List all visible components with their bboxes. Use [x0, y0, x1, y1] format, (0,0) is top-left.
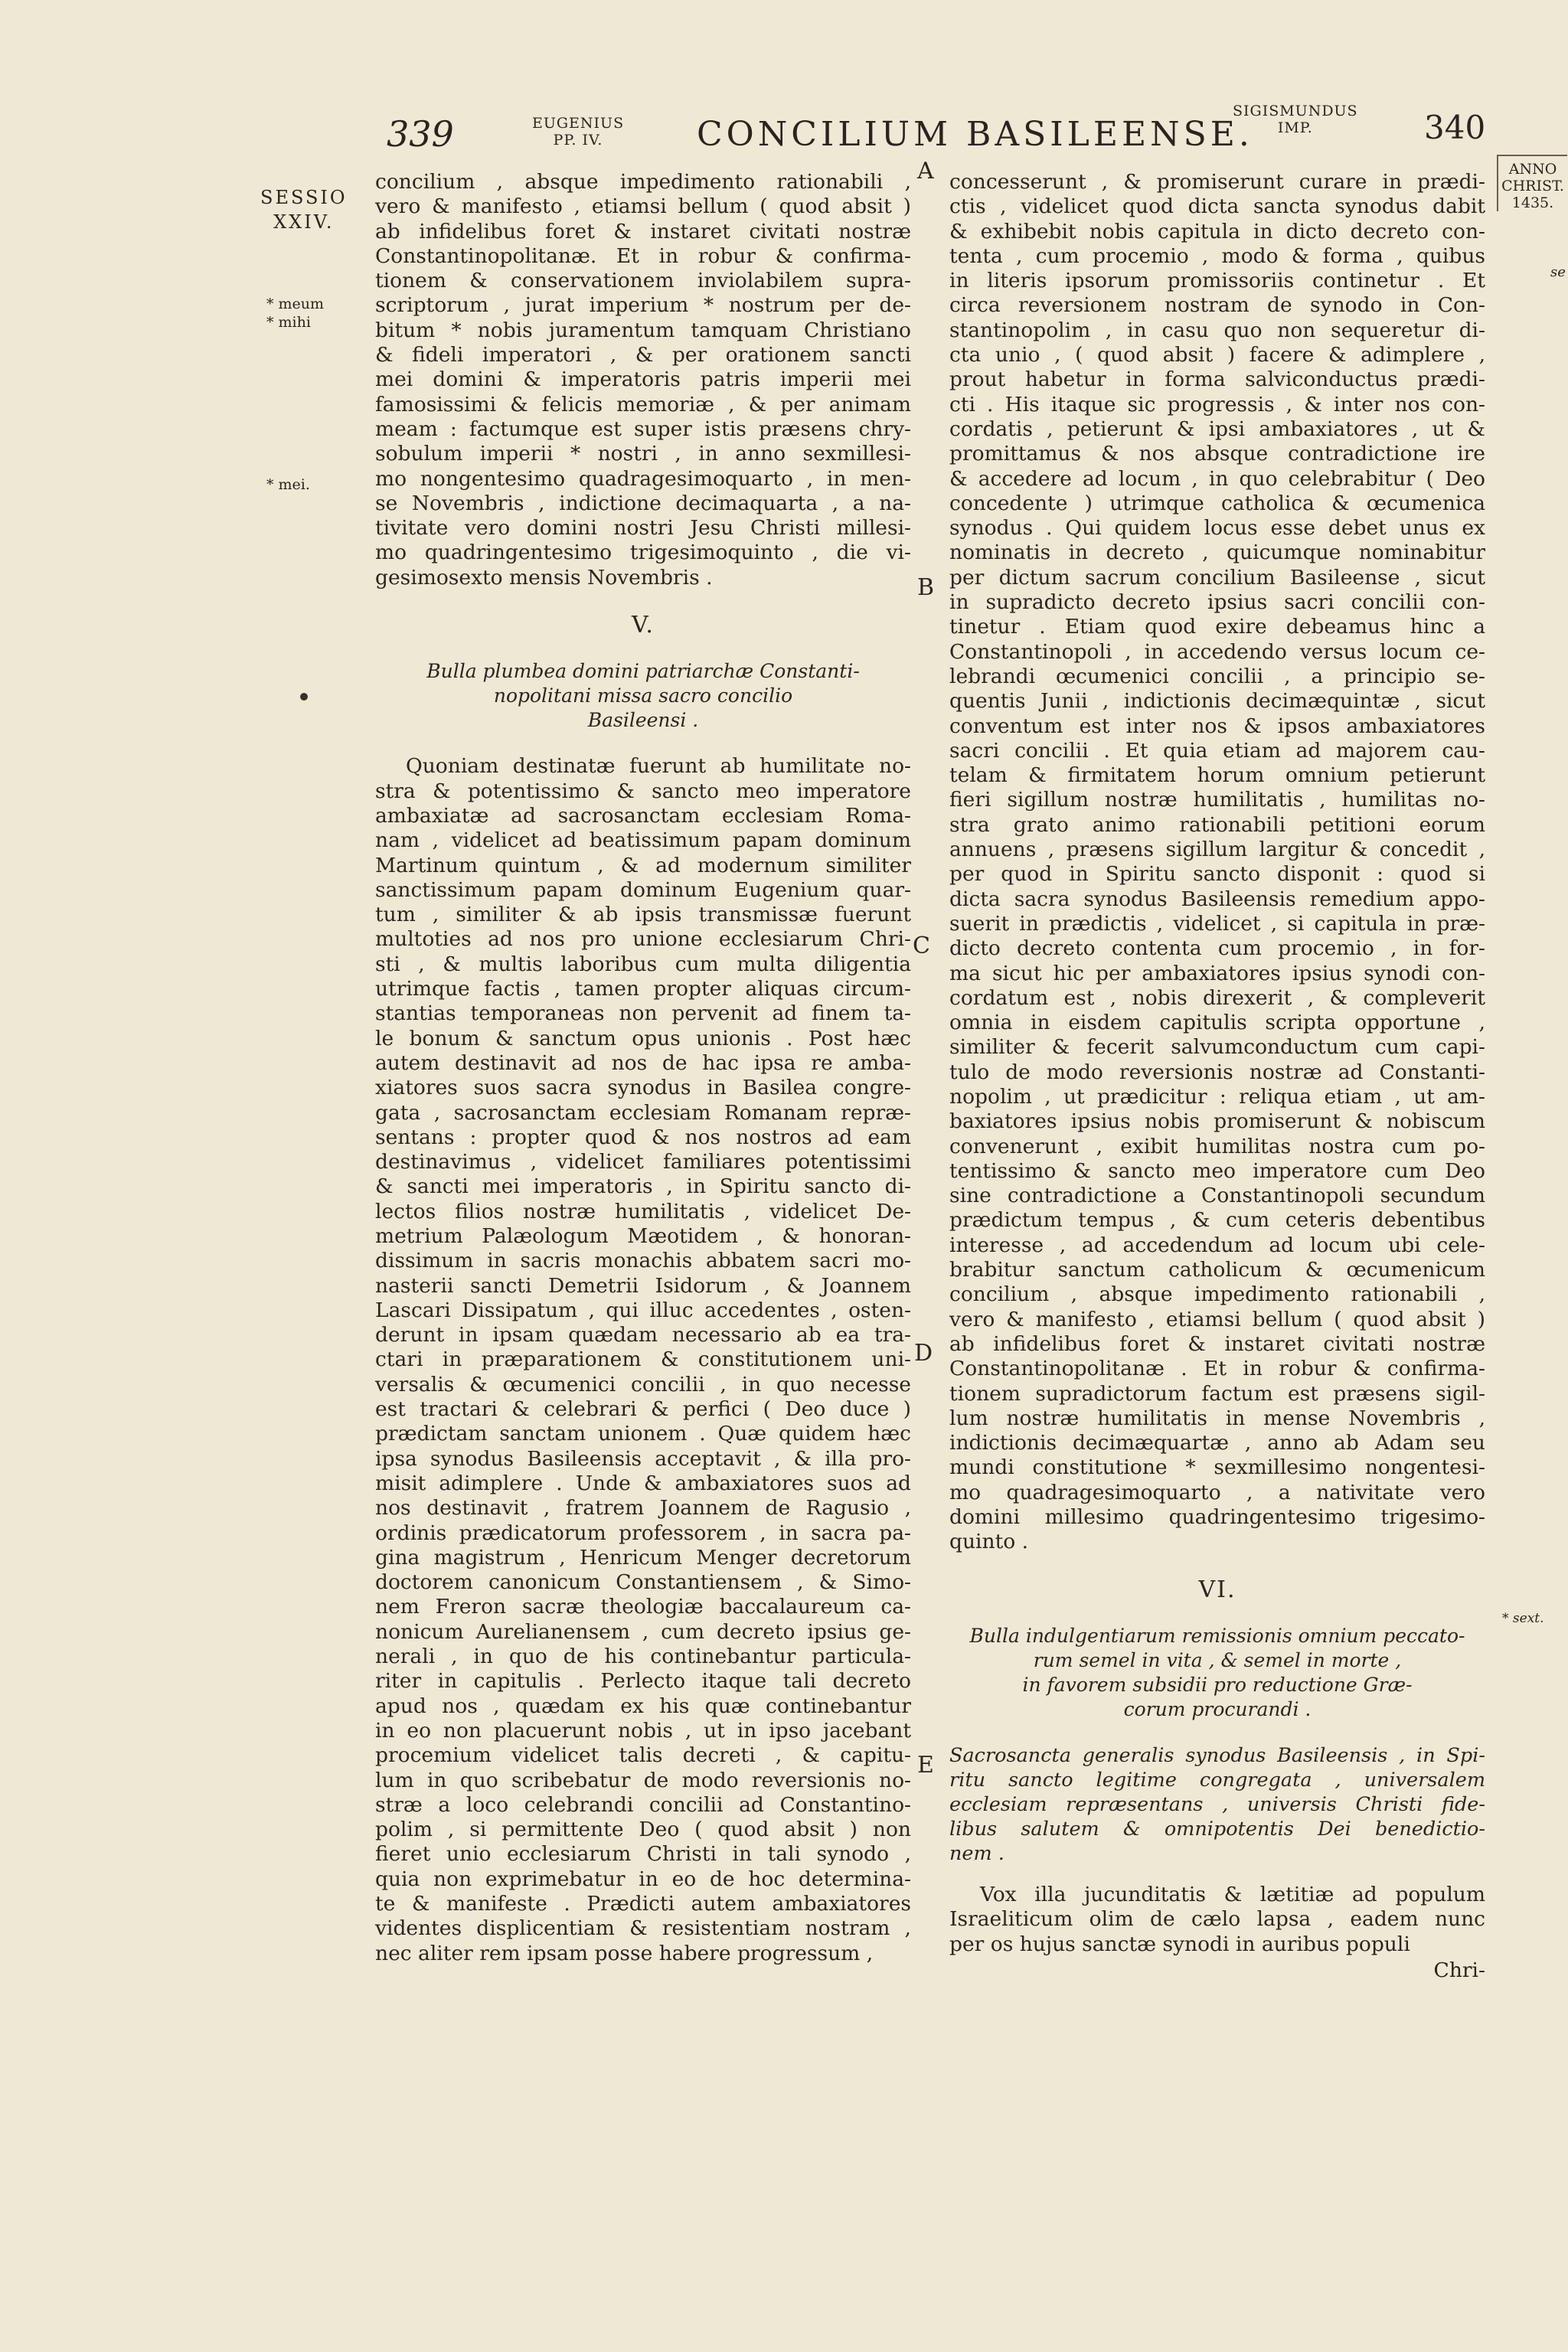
text-line: mo quadringentesimo trigesimoquinto , die vi-	[375, 541, 911, 565]
text-line: concilium , absque impedimento rationabili ,	[375, 170, 911, 194]
section-heading-vi: VI.	[1198, 1576, 1236, 1603]
year-marker-year: 1435.	[1511, 194, 1554, 211]
margin-note-sext: * sext.	[1502, 1611, 1544, 1626]
text-line: concedente ) utrimque catholica & œcumenica	[949, 491, 1485, 515]
text-line: se Novembris , indictione decimaquarta , a na-	[375, 491, 911, 515]
year-marker-anno: ANNO	[1508, 161, 1557, 178]
text-line: mo quadragesimoquarto , a nativitate vero	[949, 1480, 1485, 1504]
header-pope-name: EUGENIUS	[532, 115, 625, 132]
text-line: mo nongentesimo quadragesimoquarto , in men-	[375, 466, 911, 491]
text-line: tivitate vero domini nostri Jesu Christi millesi-	[375, 516, 911, 541]
text-line: derunt in ipsam quædam necessario ab ea tra-	[375, 1323, 911, 1348]
text-line: brabitur sanctum catholicum & œcumenicum	[949, 1258, 1485, 1282]
left-text-block-2	[375, 754, 911, 1966]
text-line: telam & firmitatem horum omnium petierunt	[949, 763, 1485, 788]
text-line: quia non exprimebatur in eo de hoc determina-	[375, 1867, 911, 1891]
margin-note-mihi: * mihi	[266, 314, 311, 331]
text-line: autem destinavit ad nos de hac ipsa re amba-	[375, 1050, 911, 1075]
text-line: procemium videlicet talis decreti , & capitu-	[375, 1743, 911, 1768]
text-line: indictionis decimæquartæ , anno ab Adam seu	[949, 1431, 1485, 1455]
intro-vi	[949, 1743, 1485, 1866]
text-line: annuens , præsens sigillum largitur & concedit ,	[949, 838, 1485, 862]
left-column	[375, 170, 911, 1966]
text-line: videntes displicentiam & resistentiam nostram ,	[375, 1916, 911, 1941]
text-line: gata , sacrosanctam ecclesiam Romanam repræ-	[375, 1100, 911, 1125]
text-line: sine contradictione a Constantinopoli secundum	[949, 1184, 1485, 1208]
text-line: in supradicto decreto ipsius sacri concilii con-	[949, 590, 1485, 615]
text-line: & sancti mei imperatoris , in Spiritu sancto di-	[375, 1174, 911, 1199]
text-line: lum nostræ humilitatis in mense Novembris ,	[949, 1406, 1485, 1430]
text-line: libus salutem & omnipotentis Dei benedictio-	[949, 1817, 1485, 1841]
text-line: tulo de modo reversionis nostræ ad Constanti-	[949, 1060, 1485, 1084]
year-marker-christ: CHRIST.	[1501, 178, 1564, 194]
text-line: Constantinopoli , in accedendo versus locum ce-	[949, 639, 1485, 664]
text-line: bitum * nobis juramentum tamquam Christiano	[375, 318, 911, 342]
text-line: ritu sancto legitime congregata , universalem	[949, 1768, 1485, 1792]
text-line: fieret unio ecclesiarum Christi in tali synodo ,	[375, 1842, 911, 1867]
text-line: tenta , cum procemio , modo & forma , quibus	[949, 243, 1485, 268]
text-line: meam : factumque est super istis præsens chry-	[375, 416, 911, 441]
text-line: concesserunt , & promiserunt curare in prædi-	[949, 170, 1485, 194]
text-line: ctis , videlicet quod dicta sancta synodus dabit	[949, 194, 1485, 219]
rubric-vi	[949, 1624, 1485, 1722]
text-line: gina magistrum , Henricum Menger decretorum	[375, 1545, 911, 1570]
text-line: ab infidelibus foret & instaret civitati nostræ	[949, 1331, 1485, 1356]
text-line: Martinum quintum , & ad modernum similiter	[375, 853, 911, 877]
text-line: scriptorum , jurat imperium * nostrum per de-	[375, 293, 911, 318]
text-line: nonicum Aurelianensem , cum decreto ipsius ge-	[375, 1619, 911, 1644]
text-line: rum semel in vita , & semel in morte ,	[1033, 1648, 1402, 1671]
text-line: ipsa synodus Basileensis acceptavit , & illa pro-	[375, 1446, 911, 1471]
text-line: cordatum est , nobis direxerit , & compleverit	[949, 985, 1485, 1010]
text-line: Constantinopolitanæ. Et in robur & confirma-	[375, 243, 911, 268]
text-line: convenerunt , exibit humilitas nostra cum po-	[949, 1134, 1485, 1158]
text-line: ab infidelibus foret & instaret civitati nostræ	[375, 219, 911, 243]
text-line: & fideli imperatori , & per orationem sancti	[375, 343, 911, 368]
text-line: versalis & œcumenici concilii , in quo necesse	[375, 1372, 911, 1396]
text-line: baxiatores ipsius nobis promiserunt & nobiscum	[949, 1109, 1485, 1134]
text-line: ecclesiam repræsentans , universis Christi fide-	[949, 1792, 1485, 1816]
text-line: vero & manifesto , etiamsi bellum ( quod absit )	[949, 1307, 1485, 1331]
text-line: suerit in prædictis , videlicet , si capitula in præ-	[949, 911, 1485, 936]
section-letter-e: E	[917, 1752, 934, 1779]
text-line: tinetur . Etiam quod exire debeamus hinc a	[949, 615, 1485, 639]
text-line: lebrandi œcumenici concilii , a principio se-	[949, 664, 1485, 688]
text-line: multoties ad nos pro unione ecclesiarum Chri-	[375, 927, 911, 952]
right-column	[949, 170, 1485, 1983]
text-line: stra & potentissimo & sancto meo imperatore	[375, 779, 911, 803]
year-marker	[1497, 155, 1567, 211]
right-text-block-2	[949, 1883, 1485, 1957]
header-emperor-name: SIGISMUNDUS	[1233, 103, 1358, 119]
text-line: xiatores suos sacra synodus in Basilea congre-	[375, 1076, 911, 1100]
margin-note-meum: * meum	[266, 296, 325, 312]
text-line: mundi constitutione * sexmillesimo nongentesi-	[949, 1455, 1485, 1480]
header-emperor	[1233, 103, 1358, 136]
text-line: nopolitani missa sacro concilio	[493, 684, 793, 707]
text-line: quinto .	[949, 1530, 1029, 1554]
text-line: te & manifeste . Prædicti autem ambaxiatores	[375, 1892, 911, 1916]
text-line: ma sicut hic per ambaxiatores ipsius synodi con-	[949, 961, 1485, 985]
text-line: per os hujus sanctæ synodi in auribus populi	[949, 1932, 1410, 1956]
text-line: doctorem canonicum Constantiensem , & Simo-	[375, 1570, 911, 1595]
rubric-v	[375, 659, 911, 733]
text-line: riter in capitulis . Perlecto itaque tali decreto	[375, 1669, 911, 1694]
section-letter-a: A	[917, 158, 934, 185]
text-line: promittamus & nos absque contradictione ire	[949, 442, 1485, 466]
text-line: est tractari & celebrari & perfici ( Deo duce )	[375, 1397, 911, 1422]
text-line: ambaxiatæ ad sacrosanctam ecclesiam Roma-	[375, 803, 911, 828]
text-line: misit adimplere . Unde & ambaxiatores suos ad	[375, 1471, 911, 1495]
running-title: CONCILIUM BASILEENSE.	[697, 115, 1253, 154]
text-line: cordatis , petierunt & ipsi ambaxiatores , ut &	[949, 416, 1485, 441]
text-line: quentis Junii , indictionis decimæquintæ , sicut	[949, 689, 1485, 714]
text-line: Israeliticum olim de cælo lapsa , eadem nunc	[949, 1907, 1485, 1932]
text-line: cta unio , ( quod absit ) facere & adimplere ,	[949, 343, 1485, 368]
text-line: Sacrosancta generalis synodus Basileensis , in Spi-	[949, 1743, 1485, 1767]
text-line: interesse , ad accedendum ad locum ubi cele-	[949, 1233, 1485, 1257]
text-line: fieri sigillum nostræ humilitatis , humilitas no-	[949, 788, 1485, 812]
text-line: sacri concilii . Et quia etiam ad majorem cau-	[949, 738, 1485, 763]
session-label	[260, 185, 348, 234]
text-line: omnia in eisdem capitulis scripta opportune ,	[949, 1011, 1485, 1035]
text-line: Quoniam destinatæ fuerunt ab humilitate no-	[406, 754, 911, 779]
text-line: destinavimus , videlicet familiares potentissimi	[375, 1150, 911, 1174]
header-pope-title: PP. IV.	[553, 132, 603, 149]
page-number-right: 340	[1424, 109, 1486, 146]
text-line: tionem & conservationem inviolabilem supra-	[375, 269, 911, 293]
text-line: mei domini & imperatoris patris imperii mei	[375, 368, 911, 392]
right-text-block-1	[949, 170, 1485, 1555]
text-line: ctari in præparationem & constitutionem uni-	[375, 1348, 911, 1372]
text-line: nerali , in quo de his continebantur particula-	[375, 1645, 911, 1669]
left-text-block-1	[375, 170, 911, 590]
text-line: Constantinopolitanæ . Et in robur & confirma-	[949, 1357, 1485, 1381]
text-line: per quod in Spiritu sancto disponit : quod si	[949, 862, 1485, 887]
text-line: in eo non placuerunt nobis , ut in ipso jacebant	[375, 1718, 911, 1743]
margin-note-cut: se	[1550, 264, 1566, 280]
text-line: Vox illa jucunditatis & lætitiæ ad populum	[980, 1882, 1485, 1906]
text-line: circa reversionem nostram de synodo in Con-	[949, 293, 1485, 318]
text-line: nem Freron sacræ theologiæ baccalaureum ca-	[375, 1595, 911, 1619]
text-line: tentissimo & sancto meo imperatore cum Deo	[949, 1158, 1485, 1183]
text-line: cti . His itaque sic progressis , & inter nos con-	[949, 392, 1485, 416]
text-line: sobulum imperii * nostri , in anno sexmillesi-	[375, 442, 911, 466]
text-line: nominatis in decreto , quicumque nominabitur	[949, 541, 1485, 565]
text-line: nos destinavit , fratrem Joannem de Ragusio ,	[375, 1496, 911, 1521]
section-letter-b: B	[917, 574, 935, 601]
text-line: conventum est inter nos & ipsos ambaxiatores	[949, 714, 1485, 738]
text-line: nem .	[949, 1841, 1004, 1865]
text-line: prout habetur in forma salviconductus prædi-	[949, 368, 1485, 392]
text-line: dissimum in sacris monachis abbatem sacri mo-	[375, 1249, 911, 1273]
header-pope	[532, 115, 624, 149]
text-line: stra grato animo rationabili petitioni eorum	[949, 812, 1485, 837]
text-line: & exhibebit nobis capitula in dicto decreto con-	[949, 219, 1485, 243]
text-line: Lascari Dissipatum , qui illuc accedentes , osten-	[375, 1298, 911, 1322]
text-line: synodus . Qui quidem locus esse debet unus ex	[949, 516, 1485, 541]
section-letter-c: C	[913, 933, 930, 959]
text-line: le bonum & sanctum opus unionis . Post hæc	[375, 1026, 911, 1050]
text-line: & accedere ad locum , in quo celebrabitur ( Deo	[949, 466, 1485, 491]
text-line: corum procurandi .	[1123, 1697, 1312, 1720]
text-line: stantinopolim , in casu quo non sequeretur di-	[949, 318, 1485, 342]
session-number: XXIV.	[273, 211, 335, 233]
text-line: tum , similiter & ab ipsis transmissæ fuerunt	[375, 903, 911, 927]
text-line: sanctissimum papam dominum Eugenium quar-	[375, 877, 911, 902]
text-line: nopolim , ut prædicitur : reliqua etiam , ut am-	[949, 1084, 1485, 1109]
text-line: metrium Palæologum Mæotidem , & honoran-	[375, 1223, 911, 1248]
text-line: dicto decreto contenta cum procemio , in for-	[949, 936, 1485, 961]
text-line: nam , videlicet ad beatissimum papam dominum	[375, 828, 911, 853]
text-line: utrimque factis , tamen propter aliquas circum-	[375, 977, 911, 1001]
text-line: lectos filios nostræ humilitatis , videlicet De-	[375, 1199, 911, 1223]
text-line: Bulla indulgentiarum remissionis omnium peccato-	[969, 1624, 1465, 1647]
text-line: domini millesimo quadringentesimo trigesimo-	[949, 1505, 1485, 1530]
text-line: vero & manifesto , etiamsi bellum ( quod absit )	[375, 194, 911, 219]
text-line: stantias temporaneas non pervenit ad finem ta-	[375, 1001, 911, 1026]
text-line: in literis ipsorum promissoriis continetur . Et	[949, 269, 1485, 293]
catchword: Chri-	[1433, 1958, 1485, 1982]
text-line: prædictam sanctam unionem . Quæ quidem hæc	[375, 1422, 911, 1446]
session-word: SESSIO	[260, 187, 348, 208]
text-line: Basileensi .	[587, 709, 699, 732]
margin-variants	[266, 295, 324, 332]
text-line: stræ a loco celebrandi concilii ad Constantino-	[375, 1792, 911, 1817]
text-line: famosissimi & felicis memoriæ , & per animam	[375, 392, 911, 416]
text-line: apud nos , quædam ex his quæ continebantur	[375, 1694, 911, 1718]
text-line: tionem supradictorum factum est præsens sigil-	[949, 1381, 1485, 1406]
text-line: similiter & fecerit salvumconductum cum capi-	[949, 1035, 1485, 1060]
margin-note-mei: * mei.	[266, 476, 310, 493]
text-line: ordinis prædicatorum professorem , in sacra pa-	[375, 1521, 911, 1545]
page-number-left: 339	[387, 113, 454, 155]
text-line: lum in quo scribebatur de modo reversionis no-	[375, 1768, 911, 1792]
text-line: polim , si permittente Deo ( quod absit ) non	[375, 1818, 911, 1842]
text-line: gesimosexto mensis Novembris .	[375, 565, 713, 590]
text-line: concilium , absque impedimento rationabili ,	[949, 1282, 1485, 1307]
text-line: Bulla plumbea domini patriarchæ Constanti-	[426, 660, 860, 683]
ink-dot	[300, 693, 308, 701]
text-line: prædictum tempus , & cum ceteris debentibus	[949, 1208, 1485, 1233]
text-line: per dictum sacrum concilium Basileense , sicut	[949, 565, 1485, 590]
text-line: in favorem subsidii pro reductione Græ-	[1022, 1673, 1413, 1696]
section-heading-v: V.	[632, 612, 655, 639]
text-line: nasterii sancti Demetrii Isidorum , & Joannem	[375, 1273, 911, 1298]
text-line: dicta sacra synodus Basileensis remedium appo-	[949, 887, 1485, 911]
text-line: sentans : propter quod & nos nostros ad eam	[375, 1125, 911, 1149]
text-line: nec aliter rem ipsam posse habere progressum ,	[375, 1941, 874, 1965]
header-emperor-title: IMP.	[1277, 119, 1313, 136]
text-line: sti , & multis laboribus cum multa diligentia	[375, 952, 911, 976]
section-letter-d: D	[914, 1340, 933, 1367]
